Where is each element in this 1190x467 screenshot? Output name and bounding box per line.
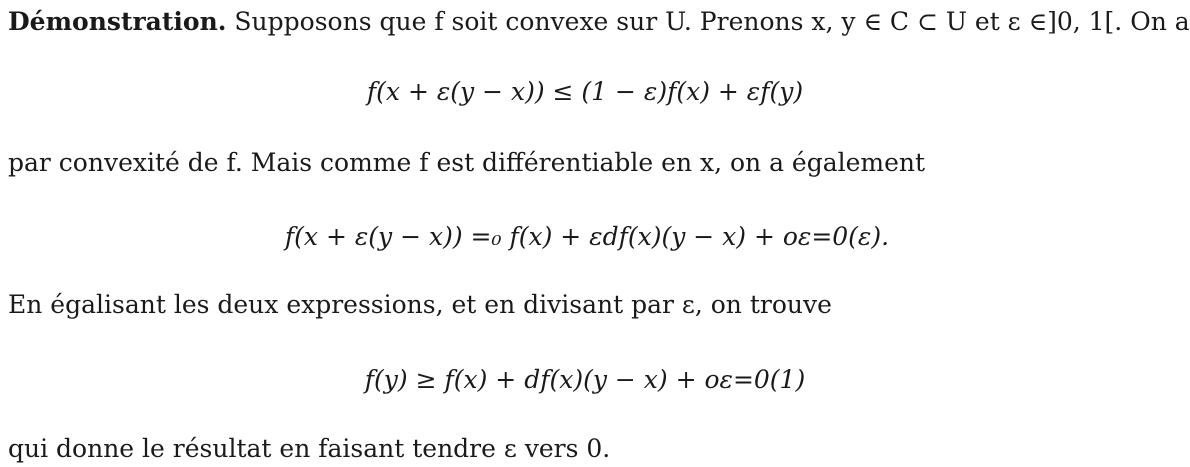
taylor-expansion-equation: f(x + ε(y − x)) =₀ f(x) + εdf(x)(y − x) + oε=0(ε). xyxy=(284,222,890,251)
differentiability-paragraph: par convexité de f. Mais comme f est différentiable en x, on a également xyxy=(8,148,926,177)
proof-intro-text: Supposons que f soit convexe sur U. Prenons x, y ∈ C ⊂ U et ε ∈]0, 1[. On a xyxy=(226,7,1190,36)
conclusion-paragraph: qui donne le résultat en faisant tendre ε vers 0. xyxy=(8,434,611,463)
proof-intro-paragraph xyxy=(8,6,1190,38)
proof-label: Démonstration. xyxy=(8,7,227,36)
resulting-inequality: f(y) ≥ f(x) + df(x)(y − x) + oε=0(1) xyxy=(364,365,806,394)
convexity-inequality: f(x + ε(y − x)) ≤ (1 − ε)f(x) + εf(y) xyxy=(366,77,804,106)
comparison-paragraph: En égalisant les deux expressions, et en divisant par ε, on trouve xyxy=(8,290,832,319)
